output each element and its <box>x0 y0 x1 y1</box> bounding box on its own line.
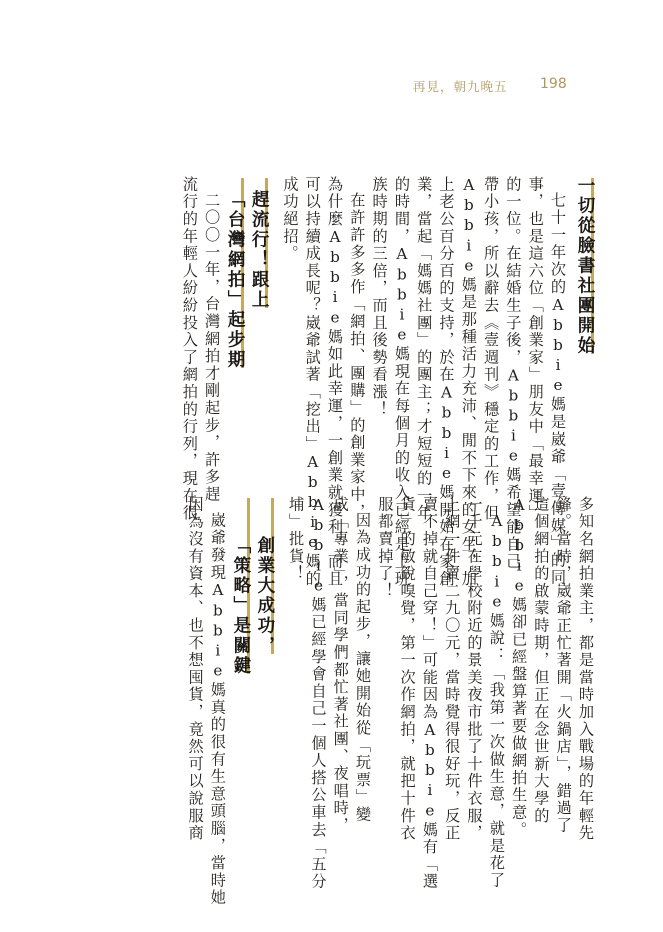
running-header <box>0 77 663 97</box>
text-line: 業，當起「媽媽社團」的團主；才短短的一年 <box>415 176 434 522</box>
text-line: 上老公百分百的支持，於在Abbie媽開始在家創 <box>437 176 456 588</box>
text-line: 這個網拍的啟蒙時期，但正在念世新大學的 <box>532 496 551 825</box>
page-number: 198 <box>540 76 567 92</box>
text-line: Abbie媽已經學會自己一個人搭公車去「五分 <box>309 496 328 891</box>
text-line: 多知名網拍業主，都是當時加入戰場的年輕先 <box>577 496 595 842</box>
text-line: 流行的年輕人紛紛投入了網拍的行列，現在很 <box>180 176 199 522</box>
text-line: 成「專業」，當同學們都忙著社團、夜唱時， <box>331 496 350 835</box>
text-line: 埔」批貨！ <box>287 496 306 583</box>
text-line: 七十一年次的Abbie媽是崴爺「壹傳媒」的同 <box>549 192 567 587</box>
text-line: 二〇〇一年，台灣網拍才剛起步，許多趕 <box>203 192 222 504</box>
text-line: 一千元在學校附近的景美夜市批了十件衣服， <box>465 496 484 842</box>
text-line: Abbie媽卻已經盤算著要做網拍生意。 <box>510 496 529 839</box>
text-line: Abbie媽是那種活力充沛、閒不下來的女生，加 <box>459 176 478 588</box>
text-line: 鋒。當時，崴爺正忙著開「火鍋店」，錯過了 <box>554 496 573 835</box>
text-line: 因為成功的起步，讓她開始從「玩票」變 <box>354 512 373 824</box>
text-line: Abbie媽說：「我第一次做生意，就是花了 <box>487 512 506 890</box>
text-line: 的一位。在結婚生子後，Abbie媽希望能自己 <box>504 176 523 571</box>
section-heading-strategy: 「策略」是關鍵 <box>229 496 253 676</box>
text-line: 賣不掉就自己穿！」可能因為Abbie媽有「選 <box>420 496 439 891</box>
text-line: 族時期的三倍，而且後勢看漲！ <box>370 176 389 419</box>
text-line: 上網一件賣二九〇元，當時覺得很好玩，反正 <box>443 496 462 842</box>
text-line: 成功絕招。 <box>281 176 300 263</box>
section-heading-success: 創業大成功， <box>253 496 277 656</box>
text-line: 帶小孩，所以辭去《壹週刊》穩定的工作，但 <box>482 176 501 522</box>
section-heading-facebook-group: 一切從臉書社團開始 <box>575 176 595 356</box>
text-line: 貨」的敏銳嗅覺，第一次作網拍，就把十件衣 <box>398 496 417 842</box>
text-line: 的時間，Abbie媽現在每個月的收入已經是上班 <box>392 176 411 588</box>
text-line: 崴爺發現Abbie媽真的很有生意頭腦，當時她 <box>208 512 227 907</box>
section-heading-taiwan-auction: 「台灣網拍」起步期 <box>223 176 247 370</box>
text-line: 可以持續成長呢？崴爺試著「挖出」Abbie媽的 <box>303 176 322 588</box>
text-line: 因為沒有資本、也不想囤貨，竟然可以說服商 <box>186 496 205 842</box>
text-line: 為什麼Abbie媽如此幸運，一創業就獲利，而且 <box>326 176 345 588</box>
text-line: 服都賣掉了！ <box>376 496 395 600</box>
section-heading-trend: 趕流行！跟上 <box>247 176 271 310</box>
running-head-title: 再見，朝九晚五 <box>413 79 508 94</box>
lower-text-block <box>184 496 597 907</box>
text-line: 事，也是這六位「創業家」朋友中「最幸運」 <box>526 176 545 522</box>
text-line: 在許許多多作「網拍、團購」的創業家中， <box>348 192 367 521</box>
